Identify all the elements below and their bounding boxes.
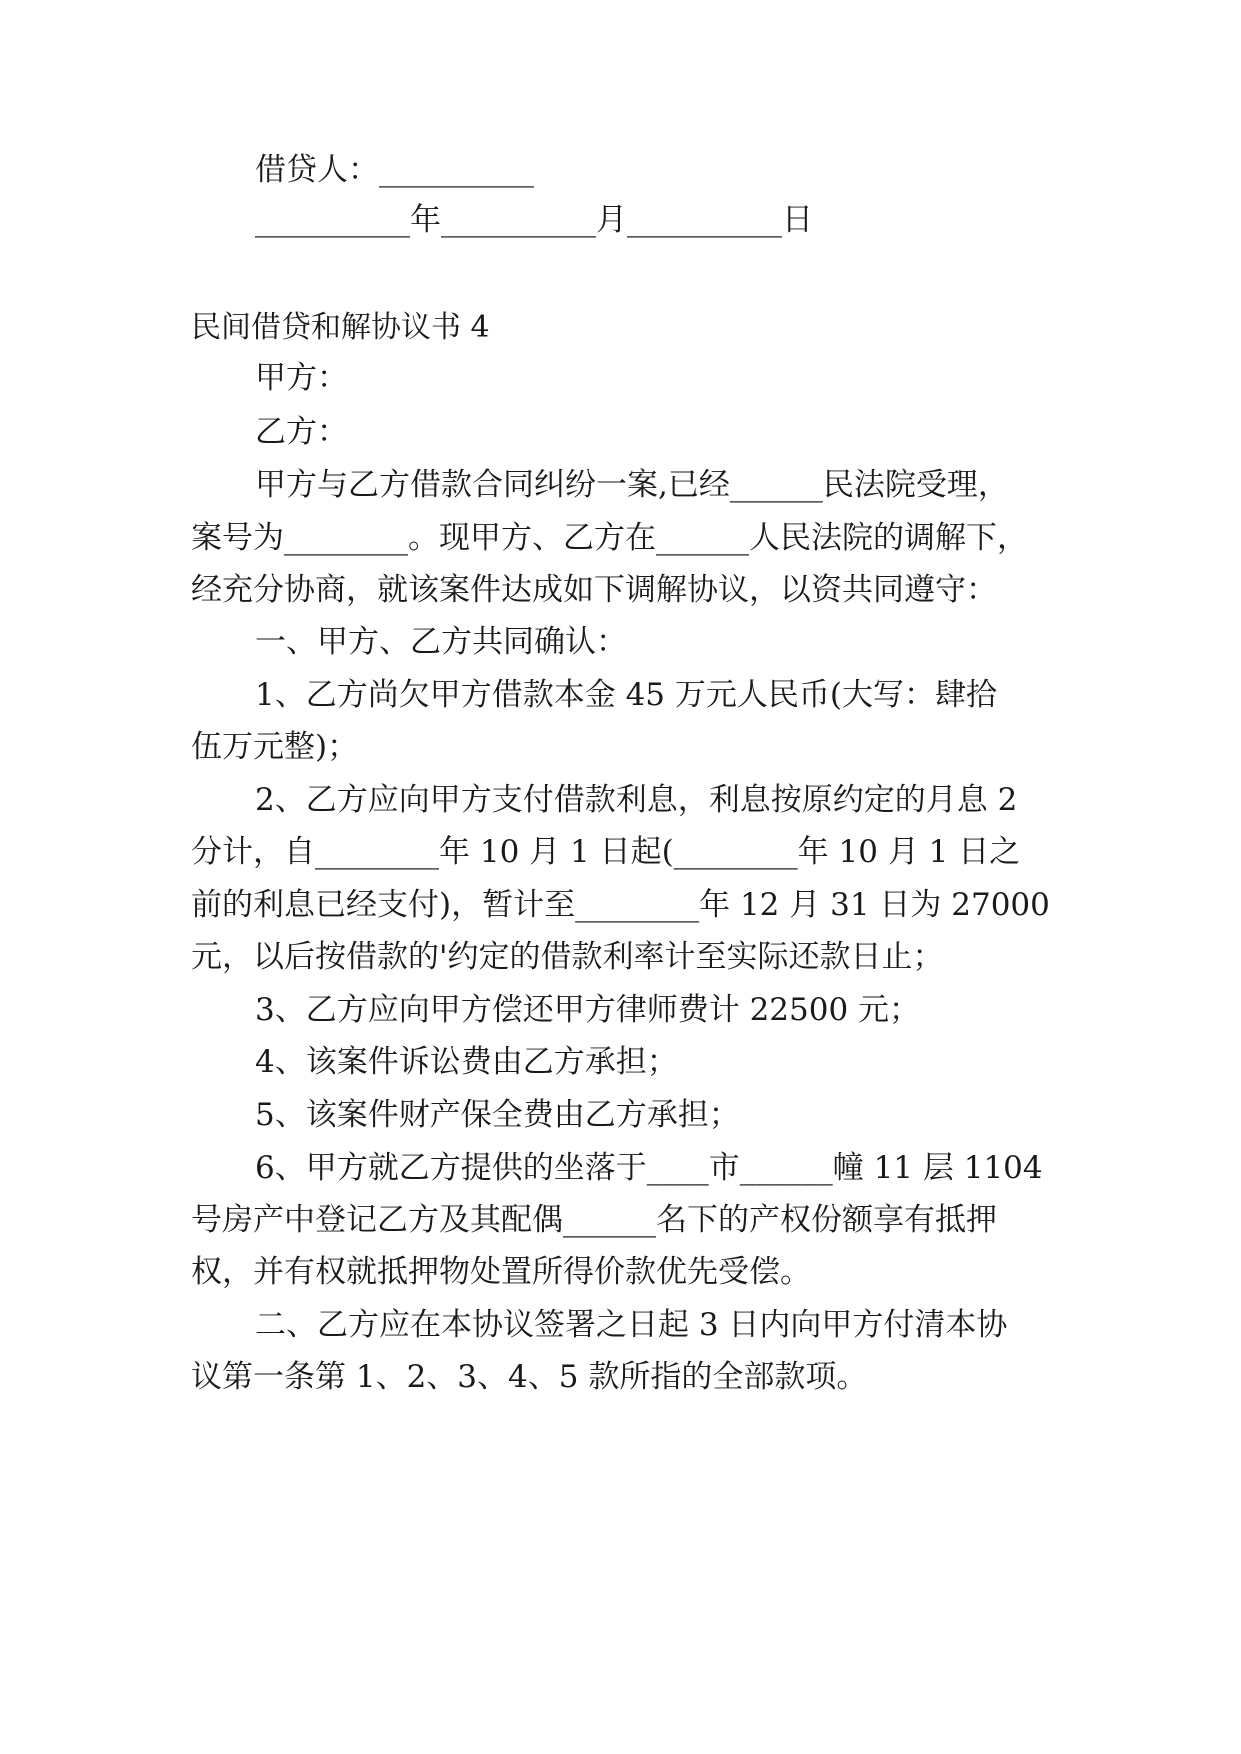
item-6-line-3: 权，并有权就抵押物处置所得价款优先受偿。 bbox=[191, 1254, 811, 1290]
signature-date-line: __________年__________月__________日 bbox=[255, 202, 813, 238]
item-2-line-4: 元，以后按借款的'约定的借款利率计至实际还款日止； bbox=[191, 939, 944, 975]
document-title: 民间借贷和解协议书 4 bbox=[191, 310, 490, 345]
party-b-label: 乙方： bbox=[255, 414, 348, 450]
item-6-line-1: 6、甲方就乙方提供的坐落于____市______幢 11 层 1104 bbox=[255, 1150, 1043, 1186]
item-5: 5、该案件财产保全费由乙方承担； bbox=[255, 1097, 740, 1133]
item-2-line-3: 前的利息已经支付)，暂计至________年 12 月 31 日为 27000 bbox=[191, 887, 1050, 923]
intro-line-3: 经充分协商，就该案件达成如下调解协议，以资共同遵守： bbox=[191, 572, 997, 608]
section-1-heading: 一、甲方、乙方共同确认： bbox=[255, 624, 627, 660]
section-2-line-1: 二、乙方应在本协议签署之日起 3 日内向甲方付清本协 bbox=[255, 1307, 1008, 1343]
item-4: 4、该案件诉讼费由乙方承担； bbox=[255, 1044, 678, 1080]
item-1-line-2: 伍万元整)； bbox=[191, 729, 359, 765]
item-3: 3、乙方应向甲方偿还甲方律师费计 22500 元； bbox=[255, 992, 921, 1028]
item-2-line-1: 2、乙方应向甲方支付借款利息，利息按原约定的月息 2 bbox=[255, 782, 1018, 818]
party-a-label: 甲方： bbox=[255, 360, 348, 396]
item-1-line-1: 1、乙方尚欠甲方借款本金 45 万元人民币(大写：肆拾 bbox=[255, 677, 997, 713]
item-6-line-2: 号房产中登记乙方及其配偶______名下的产权份额享有抵押 bbox=[191, 1202, 997, 1238]
intro-line-2: 案号为________。现甲方、乙方在______人民法院的调解下， bbox=[191, 520, 1028, 556]
intro-line-1: 甲方与乙方借款合同纠纷一案,已经______民法院受理， bbox=[255, 467, 1009, 503]
borrower-signature-line: 借贷人：__________ bbox=[255, 152, 534, 188]
section-2-line-2: 议第一条第 1、2、3、4、5 款所指的全部款项。 bbox=[191, 1359, 868, 1395]
item-2-line-2: 分计，自________年 10 月 1 日起(________年 10 月 1 日之 bbox=[191, 834, 1021, 870]
